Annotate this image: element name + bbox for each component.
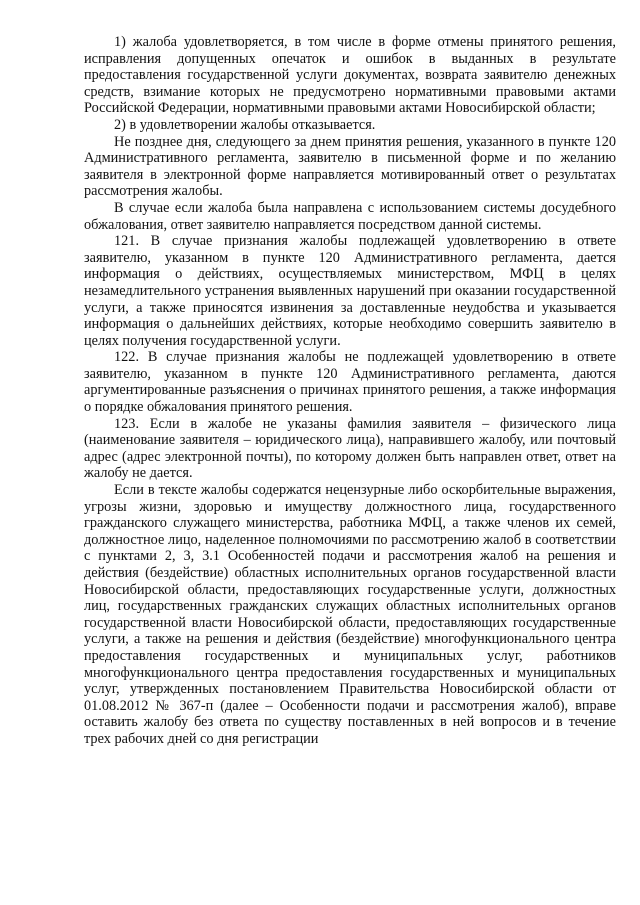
paragraph-6: 122. В случае признания жалобы не подлежащей удовлетворению в ответе заявителю, указанном в пункте 120 Административного регламента, даются аргументированные разъяснения о причинах принятого решения, а также информация о порядке обжалования принятого решения. [84,349,616,416]
paragraph-4: В случае если жалоба была направлена с использованием системы досудебного обжалования, ответ заявителю направляется посредством данной системы. [84,199,616,233]
paragraph-1: 1) жалоба удовлетворяется, в том числе в форме отмены принятого решения, исправления допущенных опечаток и ошибок в выданных в результате предоставления государственной услуги документах, возврата заявителю денежных средств, взимание которых не предусмотрено нормативными правовыми актами Российской Федерации, нормативными правовыми актами Новосибирской области; [84,34,616,117]
paragraph-8: Если в тексте жалобы содержатся нецензурные либо оскорбительные выражения, угрозы жизни, здоровью и имуществу должностного лица, государственного гражданского служащего министерства, работника МФЦ, а также членов их семей, должностное лицо, наделенное полномочиями по рассмотрению жалоб в соответствии с пунктами 2, 3, 3.1 Особенностей подачи и рассмотрения жалоб на решения и действия (бездействие) областных исполнительных органов государственной власти Новосибирской области, предоставляющих государственные услуги, должностных лиц, государственных гражданских служащих областных исполнительных органов государственной власти Новосибирской области, предоставляющих государственные услуги, а также на решения и действия (бездействие) многофункционального центра предоставления государственных и муниципальных услуг, работников многофункционального центра предоставления государственных и муниципальных услуг, утвержденных постановлением Правительства Новосибирской области от 01.08.2012 № 367-п (далее – Особенности подачи и рассмотрения жалоб), вправе оставить жалобу без ответа по существу поставленных в ней вопросов и в течение трех рабочих дней со дня регистрации [84,482,616,747]
paragraph-2: 2) в удовлетворении жалобы отказывается. [114,116,376,133]
paragraph-3: Не позднее дня, следующего за днем принятия решения, указанного в пункте 120 Административного регламента, заявителю в письменной форме и по желанию заявителя в электронной форме направляется мотивированный ответ о результатах рассмотрения жалобы. [84,133,616,200]
paragraph-5: 121. В случае признания жалобы подлежащей удовлетворению в ответе заявителю, указанном в пункте 120 Административного регламента, дается информация о действиях, осуществляемых министерством, МФЦ в целях незамедлительного устранения выявленных нарушений при оказании государственной услуги, а также приносятся извинения за доставленные неудобства и указывается информация о дальнейших действиях, которые необходимо совершить заявителю в целях получения государственной услуги. [84,233,616,349]
paragraph-7: 123. Если в жалобе не указаны фамилия заявителя – физического лица (наименование заявителя – юридического лица), направившего жалобу, или почтовый адрес (адрес электронной почты), по которому должен быть направлен ответ, ответ на жалобу не дается. [84,415,616,482]
